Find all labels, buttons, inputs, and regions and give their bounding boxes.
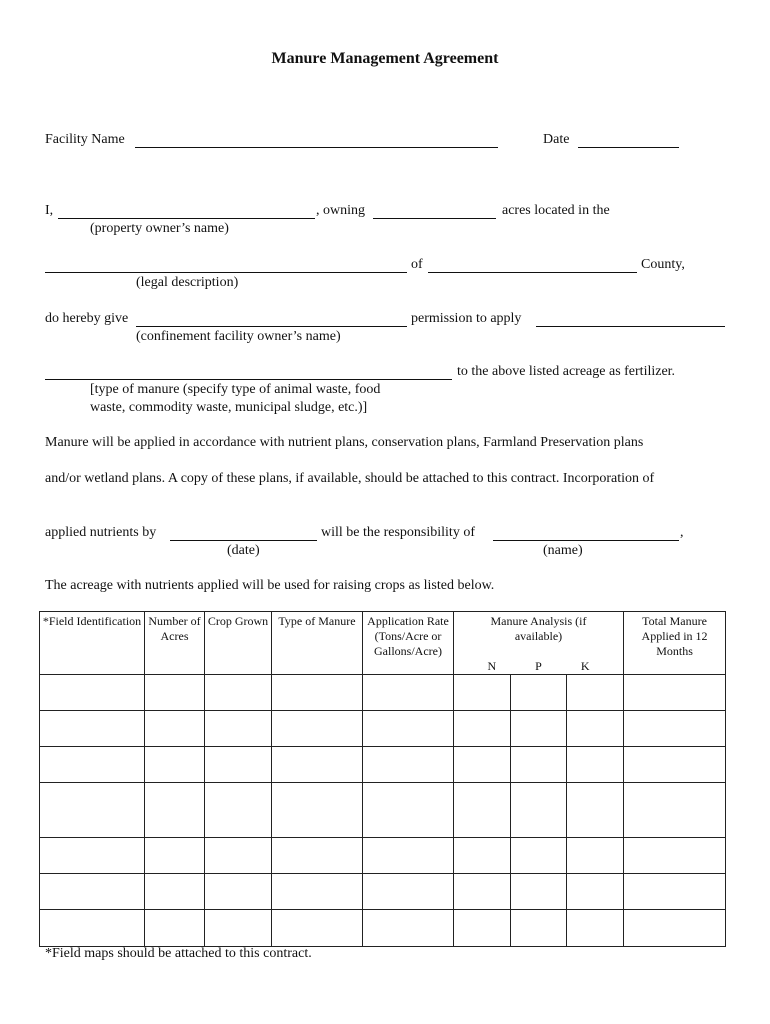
table-cell[interactable] bbox=[363, 838, 454, 874]
table-cell[interactable] bbox=[454, 783, 511, 838]
header-application-rate: Application Rate (Tons/Acre or Gallons/Acre) bbox=[363, 612, 454, 675]
table-row bbox=[40, 783, 726, 838]
property-owner-field[interactable] bbox=[58, 218, 315, 219]
table-cell[interactable] bbox=[511, 874, 567, 910]
table-cell[interactable] bbox=[454, 675, 511, 711]
acres-field[interactable] bbox=[373, 218, 496, 219]
header-total-manure: Total Manure Applied in 12 Months bbox=[624, 612, 726, 675]
property-owner-hint: (property owner’s name) bbox=[90, 221, 229, 236]
table-cell[interactable] bbox=[40, 747, 145, 783]
comma: , bbox=[680, 525, 684, 540]
header-k: K bbox=[580, 659, 590, 673]
facility-name-label: Facility Name bbox=[45, 132, 125, 147]
legal-description-field[interactable] bbox=[45, 272, 407, 273]
table-cell[interactable] bbox=[363, 874, 454, 910]
table-row bbox=[40, 711, 726, 747]
table-cell[interactable] bbox=[624, 838, 726, 874]
confinement-owner-field[interactable] bbox=[136, 326, 407, 327]
header-manure-analysis bbox=[454, 612, 624, 675]
permission-field[interactable] bbox=[536, 326, 725, 327]
table-cell[interactable] bbox=[145, 910, 205, 947]
table-cell[interactable] bbox=[454, 838, 511, 874]
table-cell[interactable] bbox=[145, 711, 205, 747]
date-hint: (date) bbox=[227, 543, 260, 558]
table-cell[interactable] bbox=[272, 874, 363, 910]
table-cell[interactable] bbox=[272, 783, 363, 838]
manure-type-hint-2: waste, commodity waste, municipal sludge, etc.)] bbox=[90, 400, 368, 415]
table-cell[interactable] bbox=[205, 838, 272, 874]
table-cell[interactable] bbox=[205, 675, 272, 711]
line1-prefix: I, bbox=[45, 203, 54, 218]
table-cell[interactable] bbox=[624, 675, 726, 711]
table-cell[interactable] bbox=[145, 675, 205, 711]
table-cell[interactable] bbox=[511, 783, 567, 838]
table-cell[interactable] bbox=[145, 747, 205, 783]
table-row bbox=[40, 874, 726, 910]
table-cell[interactable] bbox=[454, 874, 511, 910]
do-hereby-give-label: do hereby give bbox=[45, 311, 129, 326]
table-cell[interactable] bbox=[454, 711, 511, 747]
table-cell[interactable] bbox=[205, 747, 272, 783]
owning-label: , owning bbox=[316, 203, 365, 218]
table-cell[interactable] bbox=[145, 874, 205, 910]
header-number-of-acres: Number of Acres bbox=[145, 612, 205, 675]
table-cell[interactable] bbox=[272, 747, 363, 783]
table-cell[interactable] bbox=[272, 838, 363, 874]
table-cell[interactable] bbox=[272, 910, 363, 947]
table-cell[interactable] bbox=[624, 747, 726, 783]
table-cell[interactable] bbox=[40, 874, 145, 910]
table-cell[interactable] bbox=[40, 711, 145, 747]
table-cell[interactable] bbox=[511, 838, 567, 874]
table-cell[interactable] bbox=[624, 783, 726, 838]
table-row bbox=[40, 910, 726, 947]
permission-label: permission to apply bbox=[411, 311, 522, 326]
table-cell[interactable] bbox=[272, 711, 363, 747]
table-intro: The acreage with nutrients applied will be used for raising crops as listed below. bbox=[45, 578, 495, 593]
table-row bbox=[40, 747, 726, 783]
facility-name-field[interactable] bbox=[135, 147, 498, 148]
date-label: Date bbox=[543, 132, 570, 147]
table-cell[interactable] bbox=[511, 910, 567, 947]
table-cell[interactable] bbox=[363, 747, 454, 783]
table-cell[interactable] bbox=[624, 874, 726, 910]
table-cell[interactable] bbox=[567, 711, 624, 747]
table-cell[interactable] bbox=[145, 838, 205, 874]
table-cell[interactable] bbox=[567, 838, 624, 874]
table-cell[interactable] bbox=[205, 711, 272, 747]
table-cell[interactable] bbox=[567, 910, 624, 947]
table-row bbox=[40, 838, 726, 874]
table-cell[interactable] bbox=[567, 747, 624, 783]
name-hint: (name) bbox=[543, 543, 583, 558]
table-cell[interactable] bbox=[40, 838, 145, 874]
table-cell[interactable] bbox=[511, 711, 567, 747]
table-cell[interactable] bbox=[567, 675, 624, 711]
table-cell[interactable] bbox=[145, 783, 205, 838]
responsibility-label: will be the responsibility of bbox=[321, 525, 475, 540]
header-crop-grown: Crop Grown bbox=[205, 612, 272, 675]
table-cell[interactable] bbox=[40, 910, 145, 947]
table-cell[interactable] bbox=[40, 783, 145, 838]
table-cell[interactable] bbox=[511, 747, 567, 783]
responsible-name-field[interactable] bbox=[493, 540, 679, 541]
header-n: N bbox=[487, 659, 497, 673]
table-cell[interactable] bbox=[454, 910, 511, 947]
table-row bbox=[40, 675, 726, 711]
table-cell[interactable] bbox=[567, 874, 624, 910]
table-cell[interactable] bbox=[567, 783, 624, 838]
applied-nutrients-label: applied nutrients by bbox=[45, 525, 157, 540]
of-label: of bbox=[411, 257, 423, 272]
table-cell[interactable] bbox=[40, 675, 145, 711]
manure-type-field[interactable] bbox=[45, 379, 452, 380]
table-cell[interactable] bbox=[624, 711, 726, 747]
header-type-of-manure: Type of Manure bbox=[272, 612, 363, 675]
county-field[interactable] bbox=[428, 272, 637, 273]
table-cell[interactable] bbox=[363, 783, 454, 838]
table-cell[interactable] bbox=[624, 910, 726, 947]
paragraph-line-2: and/or wetland plans. A copy of these plans, if available, should be attached to this contract. Incorporation of bbox=[45, 471, 655, 486]
table-cell[interactable] bbox=[511, 675, 567, 711]
footnote: *Field maps should be attached to this contract. bbox=[45, 946, 312, 961]
table-cell[interactable] bbox=[454, 747, 511, 783]
table-cell[interactable] bbox=[363, 675, 454, 711]
table-cell[interactable] bbox=[363, 711, 454, 747]
table-cell[interactable] bbox=[205, 910, 272, 947]
confinement-owner-hint: (confinement facility owner’s name) bbox=[136, 329, 341, 344]
paragraph-line-1: Manure will be applied in accordance with nutrient plans, conservation plans, Farmland Preservation plans bbox=[45, 435, 644, 450]
table-cell[interactable] bbox=[272, 675, 363, 711]
document-title: Manure Management Agreement bbox=[271, 50, 499, 67]
table-cell[interactable] bbox=[363, 910, 454, 947]
manure-analysis-label: Manure Analysis (if available) bbox=[490, 614, 587, 643]
incorporation-date-field[interactable] bbox=[170, 540, 317, 541]
crop-table bbox=[39, 611, 726, 947]
manure-type-hint-1: [type of manure (specify type of animal waste, food bbox=[90, 382, 381, 397]
date-field[interactable] bbox=[578, 147, 679, 148]
legal-description-hint: (legal description) bbox=[136, 275, 239, 290]
table-cell[interactable] bbox=[205, 874, 272, 910]
fertilizer-label: to the above listed acreage as fertilizer. bbox=[457, 364, 676, 379]
header-p: P bbox=[535, 659, 542, 673]
acres-label: acres located in the bbox=[502, 203, 610, 218]
header-field-identification: *Field Identification bbox=[40, 612, 145, 675]
table-cell[interactable] bbox=[205, 783, 272, 838]
county-label: County, bbox=[641, 257, 685, 272]
